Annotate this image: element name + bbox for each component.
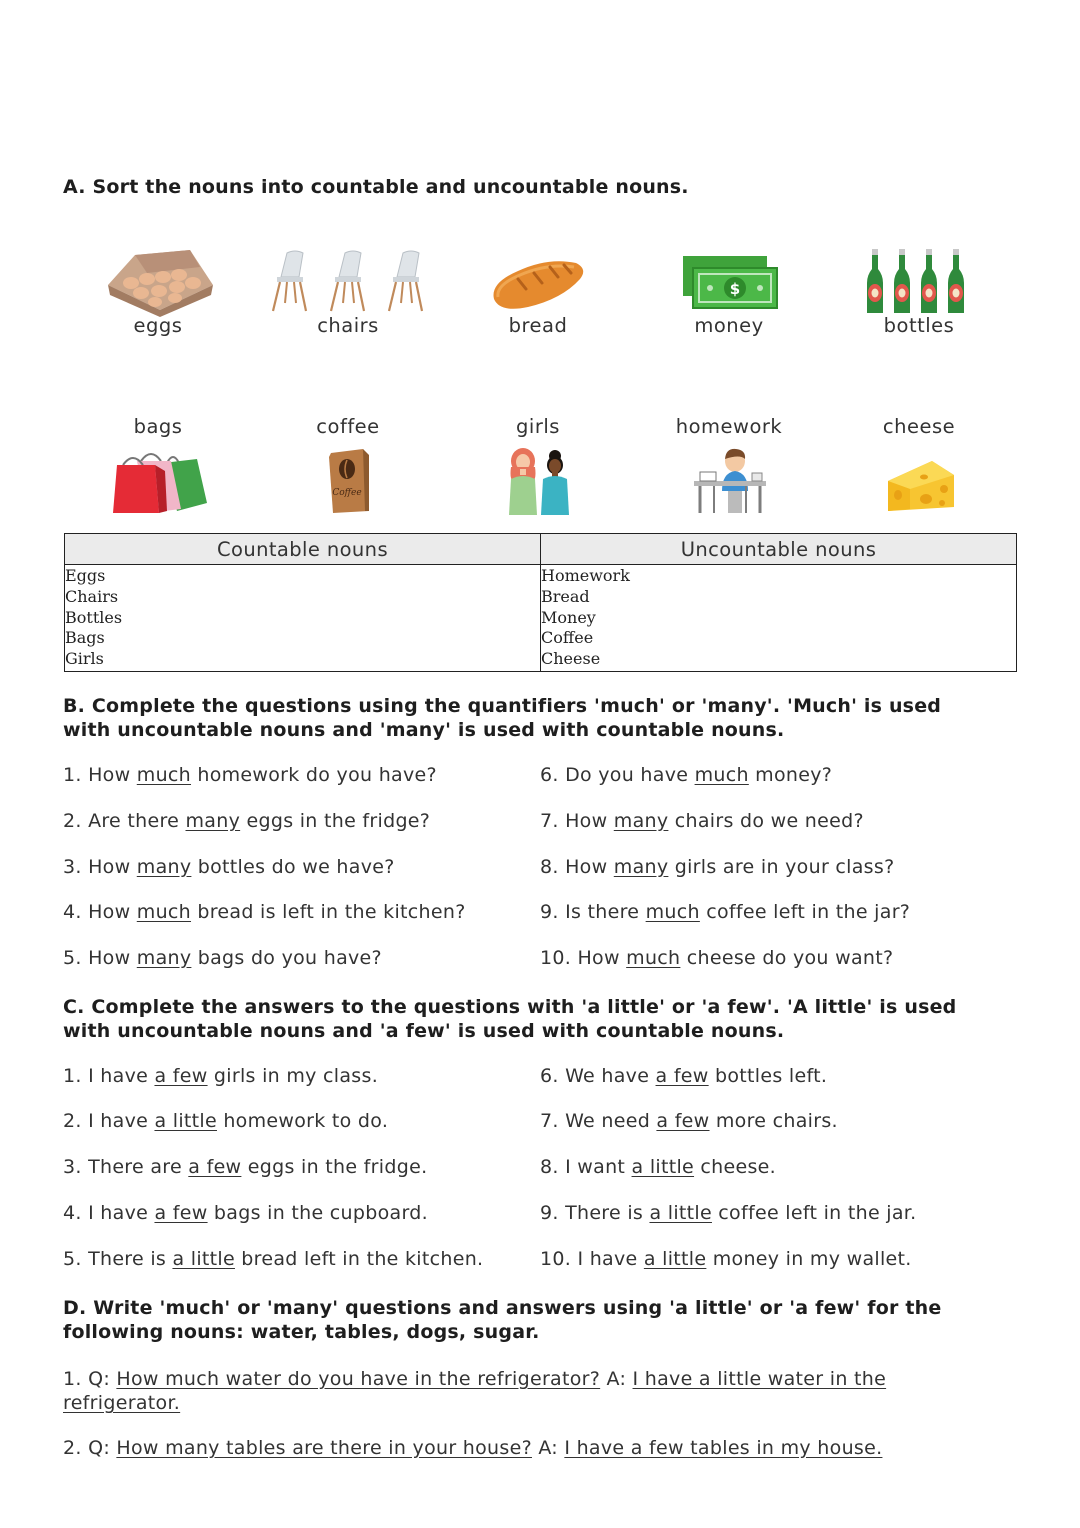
- noun-card-money: [634, 245, 824, 345]
- money-icon: [680, 253, 780, 311]
- noun-label-money: money: [694, 314, 764, 337]
- section-c-heading-line1: C. Complete the answers to the questions with 'a little' or 'a few'. 'A little' is used: [63, 996, 957, 1018]
- noun-label-coffee: coffee: [316, 415, 380, 438]
- coffee-bag-icon: [327, 447, 371, 515]
- d-answer-1-line2[interactable]: refrigerator.: [63, 1392, 181, 1414]
- section-b-heading-line1: B. Complete the questions using the quantifiers 'much' or 'many'. 'Much' is used: [63, 695, 942, 717]
- c-answer-7[interactable]: a few: [656, 1110, 710, 1132]
- c-answer-10[interactable]: a little: [643, 1248, 707, 1270]
- b-answer-5[interactable]: many: [136, 947, 192, 969]
- uncountable-header: Uncountable nouns: [541, 534, 1017, 565]
- chairs-icon: [263, 247, 433, 315]
- money-symbol: $: [729, 280, 741, 298]
- countable-cell[interactable]: [65, 565, 541, 672]
- d-answer-2[interactable]: I have a few tables in my house.: [564, 1437, 883, 1459]
- noun-label-girls: girls: [516, 415, 560, 438]
- c-answer-9[interactable]: a little: [649, 1202, 712, 1224]
- section-d-heading-line2: following nouns: water, tables, dogs, sugar.: [63, 1321, 540, 1343]
- c-answer-line-2: 2. I have a little homework to do.: [63, 1110, 389, 1132]
- noun-card-bread: [443, 245, 633, 345]
- noun-card-cheese: [824, 415, 1014, 515]
- noun-label-eggs: eggs: [133, 314, 183, 337]
- b-question-9: 9. Is there much coffee left in the jar?: [540, 901, 911, 923]
- cheese-icon: [884, 459, 956, 513]
- section-d-heading: [63, 1296, 941, 1344]
- c-answer-1[interactable]: a few: [154, 1065, 208, 1087]
- noun-label-bread: bread: [508, 314, 568, 337]
- nouns-table: [64, 533, 1017, 672]
- c-answer-line-5: 5. There is a little bread left in the kitchen.: [63, 1248, 484, 1270]
- b-answer-2[interactable]: many: [185, 810, 241, 832]
- c-answer-3[interactable]: a few: [188, 1156, 242, 1178]
- b-question-10: 10. How much cheese do you want?: [540, 947, 894, 969]
- noun-label-homework: homework: [675, 415, 783, 438]
- section-c-heading: [63, 995, 956, 1043]
- bread-icon: [488, 253, 588, 311]
- uncountable-cell[interactable]: [541, 565, 1017, 672]
- c-answer-line-10: 10. I have a little money in my wallet.: [540, 1248, 912, 1270]
- uncountable-item: Bread: [541, 586, 590, 606]
- noun-card-bags: [63, 415, 253, 515]
- c-answer-line-9: 9. There is a little coffee left in the jar.: [540, 1202, 917, 1224]
- c-answer-line-7: 7. We need a few more chairs.: [540, 1110, 838, 1132]
- c-answer-line-1: 1. I have a few girls in my class.: [63, 1065, 379, 1087]
- section-c-heading-line2: with uncountable nouns and 'a few' is used with countable nouns.: [63, 1020, 785, 1042]
- homework-icon: [692, 447, 768, 515]
- c-answer-5[interactable]: a little: [172, 1248, 235, 1270]
- c-answer-2[interactable]: a little: [154, 1110, 217, 1132]
- b-answer-4[interactable]: much: [136, 901, 192, 923]
- b-question-7: 7. How many chairs do we need?: [540, 810, 864, 832]
- section-b-heading-line2: with uncountable nouns and 'many' is used with countable nouns.: [63, 719, 785, 741]
- noun-label-chairs: chairs: [317, 314, 379, 337]
- b-question-6: 6. Do you have much money?: [540, 764, 833, 786]
- b-question-2: 2. Are there many eggs in the fridge?: [63, 810, 431, 832]
- b-answer-3[interactable]: many: [136, 856, 192, 878]
- egg-carton-icon: [105, 245, 215, 317]
- noun-card-chairs: [253, 245, 443, 345]
- d-question-2[interactable]: How many tables are there in your house?: [116, 1437, 532, 1459]
- b-question-8: 8. How many girls are in your class?: [540, 856, 895, 878]
- c-answer-line-8: 8. I want a little cheese.: [540, 1156, 776, 1178]
- b-answer-10[interactable]: much: [626, 947, 681, 969]
- countable-item: Bottles: [65, 607, 123, 627]
- countable-item: Girls: [65, 649, 104, 669]
- section-b-heading: [63, 694, 941, 742]
- c-answer-6[interactable]: a few: [655, 1065, 709, 1087]
- b-question-4: 4. How much bread is left in the kitchen?: [63, 901, 466, 923]
- b-question-5: 5. How many bags do you have?: [63, 947, 382, 969]
- noun-label-bottles: bottles: [883, 314, 955, 337]
- c-answer-8[interactable]: a little: [631, 1156, 695, 1178]
- c-answer-line-4: 4. I have a few bags in the cupboard.: [63, 1202, 428, 1224]
- girls-icon: [505, 447, 575, 515]
- c-answer-4[interactable]: a few: [154, 1202, 208, 1224]
- countable-item: Chairs: [65, 586, 119, 606]
- d-question-1[interactable]: How much water do you have in the refrigerator?: [116, 1368, 601, 1390]
- noun-card-bottles: [824, 245, 1014, 345]
- b-answer-7[interactable]: many: [613, 810, 669, 832]
- countable-item: Bags: [65, 628, 105, 648]
- uncountable-item: Homework: [541, 566, 630, 585]
- noun-label-cheese: cheese: [882, 415, 956, 438]
- c-answer-line-6: 6. We have a few bottles left.: [540, 1065, 828, 1087]
- d-item-2: 2. Q: How many tables are there in your house? A: I have a few tables in my house.: [63, 1437, 883, 1459]
- bottles-icon: [866, 247, 968, 315]
- b-question-3: 3. How many bottles do we have?: [63, 856, 395, 878]
- coffee-bag-label: Coffee: [332, 488, 362, 498]
- noun-label-bags: bags: [133, 415, 183, 438]
- shopping-bags-icon: [111, 447, 209, 515]
- noun-card-coffee: [253, 415, 443, 515]
- b-answer-8[interactable]: many: [613, 856, 669, 878]
- b-answer-1[interactable]: much: [136, 764, 192, 786]
- d-answer-1-line1[interactable]: I have a little water in the: [632, 1368, 887, 1390]
- countable-item: Eggs: [65, 566, 106, 585]
- b-answer-9[interactable]: much: [645, 901, 700, 923]
- b-answer-6[interactable]: much: [694, 764, 749, 786]
- uncountable-item: Cheese: [541, 649, 601, 669]
- uncountable-item: Coffee: [541, 628, 594, 648]
- section-a-heading: A. Sort the nouns into countable and uncountable nouns.: [63, 176, 689, 198]
- d-item-1: 1. Q: How much water do you have in the refrigerator? A: I have a little water in the refrigerator.: [63, 1368, 887, 1414]
- c-answer-line-3: 3. There are a few eggs in the fridge.: [63, 1156, 428, 1178]
- noun-card-girls: [443, 415, 633, 515]
- noun-card-homework: [634, 415, 824, 515]
- section-d-heading-line1: D. Write 'much' or 'many' questions and answers using 'a little' or 'a few' for the: [63, 1297, 942, 1319]
- noun-card-eggs: [63, 245, 253, 345]
- uncountable-item: Money: [541, 607, 596, 627]
- countable-header: Countable nouns: [65, 534, 541, 565]
- b-question-1: 1. How much homework do you have?: [63, 764, 437, 786]
